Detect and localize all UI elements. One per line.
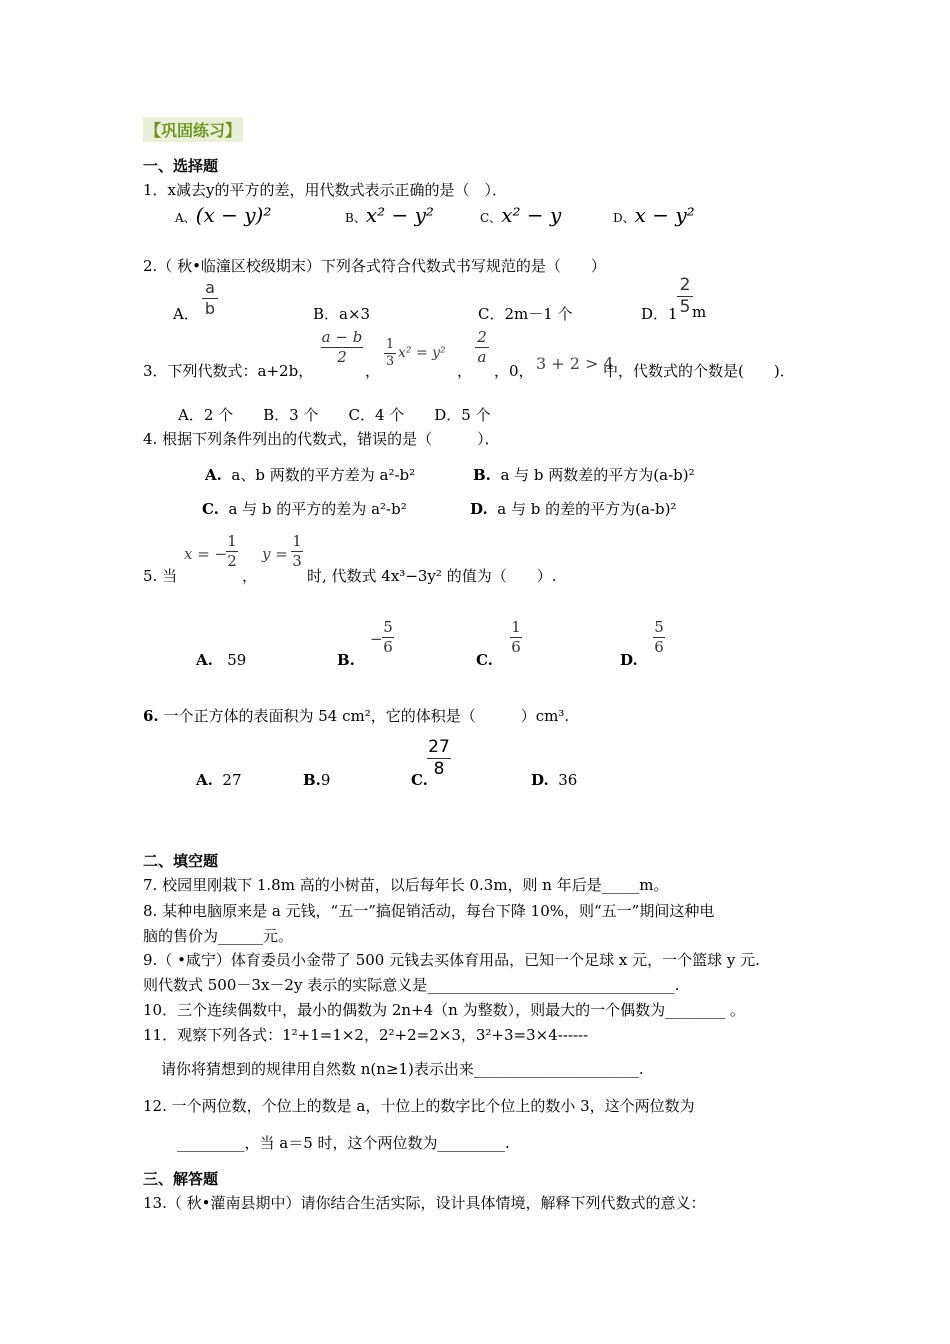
q3-f3-num: 2 (477, 328, 487, 346)
q5-separator: ， (242, 567, 258, 585)
q1-option-c (480, 203, 561, 227)
q5-b-num: 5 (383, 618, 393, 636)
q1-d-expr: x − y² (634, 203, 695, 227)
q5-d-den: 6 (654, 637, 664, 656)
q6-d-label: D. (531, 771, 549, 789)
q6-number: 6. (143, 707, 159, 725)
q5-y-lhs: y = (262, 545, 288, 563)
q8-text-line1: 8. 某种电脑原来是 a 元钱，“五一”搞促销活动，每台下降 10%，则“五一”期间这种电 (143, 902, 715, 920)
q3-comma-2: ， (457, 362, 473, 380)
q3-stem-pre: 3．下列代数式：a+2b， (143, 362, 314, 380)
q6-c-den: 8 (433, 758, 445, 779)
q4-option-d (470, 498, 676, 519)
q4-b-label: B. (473, 466, 491, 484)
q5-b-label: B. (337, 651, 355, 669)
q6-a-val: 27 (222, 771, 242, 789)
q4-option-b (473, 464, 695, 485)
q5-y-num: 1 (292, 532, 302, 550)
q2-a-den: b (204, 298, 216, 318)
q11-text-line2: 请你将猜想到的规律用自然数 n(n≥1)表示出来______________________. (161, 1060, 644, 1078)
q5-d-num: 5 (654, 618, 664, 636)
q3-zero: ，0， (494, 362, 534, 380)
q6-d-val: 36 (558, 771, 578, 789)
q6-option-d (531, 771, 577, 789)
q5-y-den: 3 (292, 551, 302, 570)
q6-b-label: B. (303, 771, 321, 789)
q5-b-den: 6 (383, 637, 393, 656)
q5-a-val: 59 (227, 651, 247, 669)
q2-a-num: a (205, 278, 215, 297)
q2-d-fraction (677, 276, 693, 316)
q3-stem-post: 中，代数式的个数是( )． (603, 362, 795, 380)
q1-option-d (613, 203, 695, 227)
q12-text-line2: _________，当 a＝5 时，这个两位数为_________. (177, 1134, 510, 1152)
q5-stem-pre: 5. 当 (143, 567, 178, 585)
q2-a-label: A． (173, 305, 199, 323)
q2-option-b: B．a×3 (313, 305, 371, 323)
q4-c-text: a 与 b 的平方的差为 a²-b² (228, 500, 407, 518)
q5-c-num: 1 (511, 618, 521, 636)
q1-option-b (345, 203, 434, 227)
q6-option-a (196, 771, 242, 789)
q9-text-line1: 9.（ •咸宁）体育委员小金带了 500 元钱去买体育用品，已知一个足球 x 元，一个篮球 y 元. (143, 951, 760, 969)
q3-equation-rest: x² = y² (398, 345, 446, 361)
q6-c-fraction (427, 738, 451, 778)
q2-stem: 2.（ 秋•临潼区校级期末）下列各式符合代数式书写规范的是（ ） (143, 257, 606, 275)
q4-b-text: a 与 b 两数差的平方为(a-b)² (500, 466, 695, 484)
q3-f3-den: a (477, 347, 487, 366)
q6-c-num: 27 (428, 737, 450, 757)
q1-c-label: C、 (480, 211, 502, 225)
q2-d-den: 5 (679, 296, 691, 317)
q3-f1-num: a − b (321, 328, 363, 346)
q6-b-val: 9 (320, 771, 331, 789)
q4-d-label: D. (470, 500, 488, 518)
q3-f1-den: 2 (337, 347, 347, 366)
q5-d-fraction (653, 619, 665, 655)
q5-d-label: D. (620, 651, 638, 669)
q4-option-a (205, 464, 415, 485)
q1-b-expr: x² − y² (365, 203, 434, 227)
section-heading-choice: 一、选择题 (143, 157, 219, 175)
q6-c-label: C. (411, 771, 428, 789)
q3-fraction-1 (321, 329, 363, 365)
q1-option-a (175, 203, 271, 227)
q5-c-fraction (510, 619, 522, 655)
q3-comma-1: ， (365, 362, 381, 380)
q5-x-num: 1 (227, 532, 237, 550)
q1-stem: 1．x减去y的平方的差，用代数式表示正确的是（ ）． (143, 181, 507, 199)
q4-c-label: C. (202, 500, 219, 518)
q1-b-label: B、 (345, 211, 366, 225)
q4-option-c (202, 498, 407, 519)
q2-d-unit: m (692, 303, 707, 321)
q6-a-label: A. (196, 771, 213, 789)
q3-eq-den: 3 (385, 354, 395, 370)
q1-d-label: D、 (613, 211, 635, 225)
q5-b-fraction (382, 619, 394, 655)
q5-x-den: 2 (227, 551, 237, 570)
q11-text-line1: 11．观察下列各式：1²+1=1×2，2²+2=2×3，3²+3=3×4------ (143, 1026, 589, 1044)
q1-a-label: A、 (175, 211, 196, 225)
q3-equation-coeff (384, 338, 396, 370)
q5-b-sign: − (370, 630, 383, 648)
q5-c-den: 6 (511, 637, 521, 656)
q9-text-line2: 则代数式 500－3x－2y 表示的实际意义是_________________________________. (143, 976, 680, 994)
q4-stem: 4. 根据下列条件列出的代数式，错误的是（ ）． (143, 430, 500, 448)
q5-x-fraction (226, 533, 238, 569)
q5-x-lhs: x = − (184, 545, 228, 563)
section-heading-fill: 二、填空题 (143, 852, 219, 870)
q3-eq-num: 1 (385, 337, 395, 352)
q3-inequality: 3 + 2 > 4 (536, 354, 614, 373)
section-tag-consolidation: 【巩固练习】 (143, 117, 243, 142)
q4-a-label: A. (205, 466, 222, 484)
q5-c-label: C. (476, 651, 493, 669)
q8-text-line2: 脑的售价为______元。 (143, 927, 294, 945)
q3-fraction-3 (475, 329, 489, 365)
q4-d-text: a 与 b 的差的平方为(a-b)² (497, 500, 677, 518)
q2-a-fraction (202, 279, 218, 317)
q5-stem-post: 时, 代数式 4x³−3y² 的值为（ ）. (307, 567, 557, 585)
q10-text: 10．三个连续偶数中，最小的偶数为 2n+4（n 为整数），则最大的一个偶数为________ 。 (143, 1001, 745, 1019)
q4-a-text: a、b 两数的平方差为 a²-b² (231, 466, 416, 484)
q1-a-expr: (x − y)² (195, 203, 272, 227)
q3-options: A．2 个 B．3 个 C．4 个 D．5 个 (178, 406, 491, 424)
q6-stem (143, 705, 569, 726)
q6-stem-text: 一个正方体的表面积为 54 cm²，它的体积是（ ）cm³. (163, 707, 570, 725)
q5-a-label: A. (196, 651, 213, 669)
q2-d-num: 2 (679, 275, 691, 295)
q6-option-b (303, 771, 330, 789)
section-heading-answer: 三、解答题 (143, 1170, 219, 1188)
q2-d-label: D．1 (641, 305, 678, 323)
q7-text: 7. 校园里刚栽下 1.8m 高的小树苗，以后每年长 0.3m，则 n 年后是_____m。 (143, 876, 669, 894)
q1-c-expr: x² − y (501, 203, 562, 227)
q5-option-a (196, 651, 246, 669)
q13-text: 13.（ 秋•灌南县期中）请你结合生活实际，设计具体情境，解释下列代数式的意义： (143, 1194, 706, 1212)
q5-y-fraction (291, 533, 303, 569)
q12-text-line1: 12. 一个两位数，个位上的数是 a，十位上的数字比个位上的数小 3，这个两位数为 (143, 1097, 695, 1115)
q2-option-c: C．2m－1 个 (478, 305, 573, 323)
